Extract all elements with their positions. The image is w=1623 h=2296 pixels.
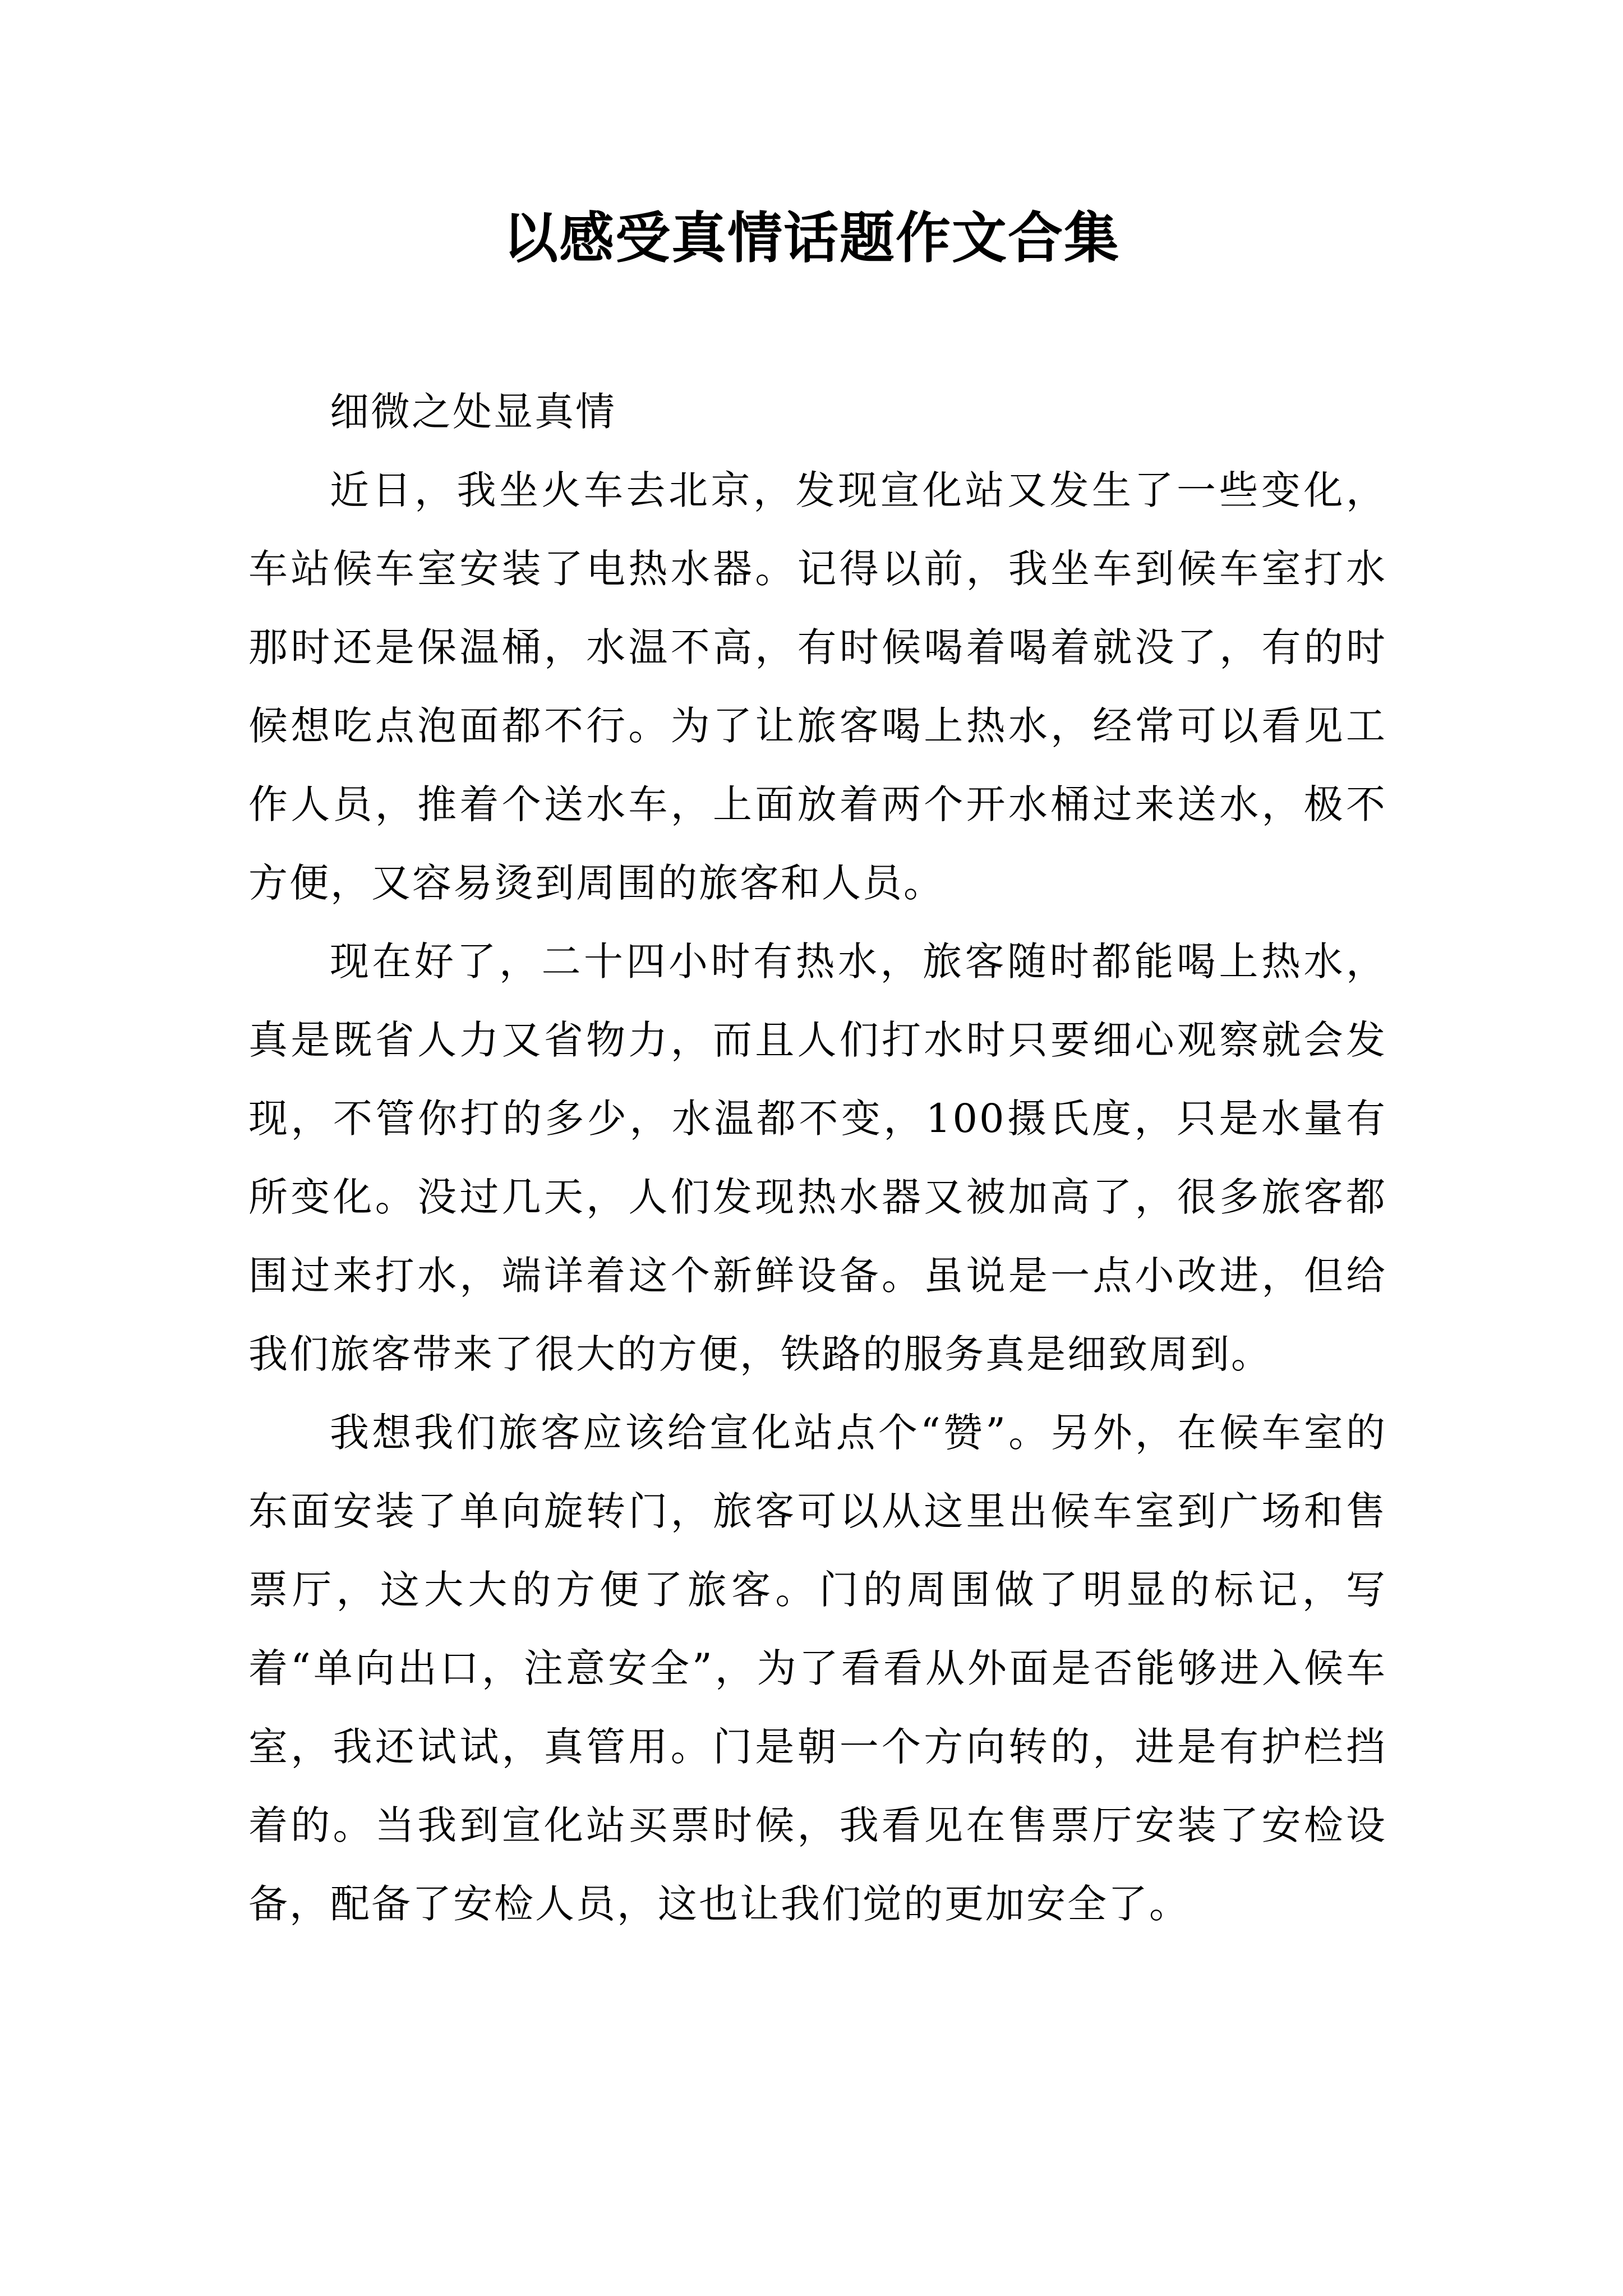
paragraph-2: 现在好了，二十四小时有热水，旅客随时都能喝上热水，真是既省人力又省物力，而且人们打水时只要细心观察就会发现，不管你打的多少，水温都不变，100摄氏度，只是水量有所变化。没过几天，人们发现热水器又被加高了，很多旅客都围过来打水，端详着这个新鲜设备。虽说是一点小改进，但给我们旅客带来了很大的方便，铁路的服务真是细致周到。	[248, 938, 1387, 1377]
essay-title: 细微之处显真情	[330, 389, 616, 435]
paragraph-3: 我想我们旅客应该给宣化站点个“赞”。另外，在候车室的东面安装了单向旋转门，旅客可以从这里出候车室到广场和售票厅，这大大的方便了旅客。门的周围做了明显的标记，写着“单向出口，注意安全”，为了看看从外面是否能够进入候车室，我还试试，真管用。门是朝一个方向转的，进是有护栏挡着的。当我到宣化站买票时候，我看见在售票厅安装了安检设备，配备了安检人员，这也让我们觉的更加安全了。	[248, 1410, 1387, 1927]
document-title: 以感受真情话题作文合集	[502, 206, 1120, 270]
document-body	[248, 372, 1387, 1943]
paragraph-1: 近日，我坐火车去北京，发现宣化站又发生了一些变化，车站候车室安装了电热水器。记得以前，我坐车到候车室打水那时还是保温桶，水温不高，有时候喝着喝着就没了，有的时候想吃点泡面都不行。为了让旅客喝上热水，经常可以看见工作人员，推着个送水车，上面放着两个开水桶过来送水，极不方便，又容易烫到周围的旅客和人员。	[248, 467, 1387, 906]
